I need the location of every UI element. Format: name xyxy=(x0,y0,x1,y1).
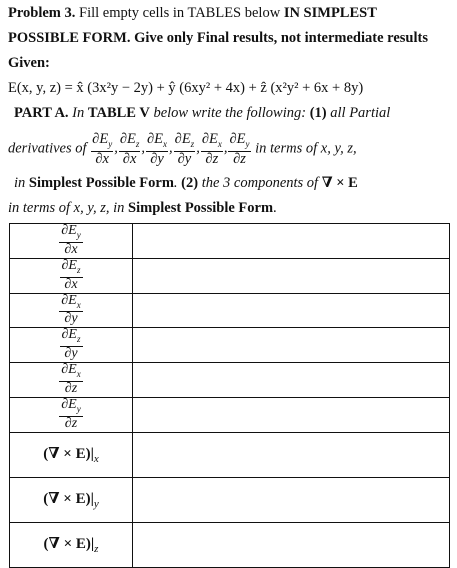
table-name: TABLE V xyxy=(87,105,150,121)
partial-symbol: ∂ xyxy=(64,346,72,362)
row-label-cell xyxy=(10,363,133,398)
partial-symbol: ∂ xyxy=(177,150,185,167)
denominator xyxy=(59,243,82,256)
comma: , xyxy=(196,140,200,157)
inline-derivative-fraction xyxy=(91,132,113,166)
partial-symbol: ∂ xyxy=(229,131,237,147)
inline-derivative-fraction xyxy=(146,132,168,166)
denominator xyxy=(91,152,113,166)
component-subscript: y xyxy=(108,138,113,149)
component-subscript: x xyxy=(163,138,168,149)
answer-cell[interactable] xyxy=(133,522,450,567)
partial-symbol: ∂ xyxy=(64,241,72,257)
partial-symbol: ∂ xyxy=(119,131,127,147)
answer-cell[interactable] xyxy=(133,224,450,259)
row-label-cell xyxy=(10,224,133,259)
denominator xyxy=(201,152,223,166)
item-num-2: (2) xyxy=(181,175,199,191)
variable: y xyxy=(157,150,164,167)
variable: y xyxy=(184,150,192,167)
partial-symbol: ∂ xyxy=(64,380,72,396)
answer-cell[interactable] xyxy=(133,397,450,432)
partial-symbol: ∂ xyxy=(61,292,69,308)
given-equation: E(x, y, z) = x̂ (3x²y − 2y) + ŷ (6xy² + 4x) + ẑ (x²y² + 6x + 8y) xyxy=(8,80,364,96)
field-symbol: E xyxy=(154,131,164,147)
variable: x xyxy=(71,241,78,257)
component-subscript: x xyxy=(217,138,222,149)
part-a-line4 xyxy=(14,174,358,192)
partial-symbol: ∂ xyxy=(150,150,158,167)
denominator xyxy=(60,347,83,360)
denominator xyxy=(60,278,83,291)
table-derivative-fraction xyxy=(60,328,83,360)
curl-label-cell xyxy=(10,432,133,477)
line4-b: Simplest Possible Form xyxy=(28,175,174,191)
variable: y xyxy=(71,346,78,362)
part-a-label: PART A. xyxy=(14,105,69,121)
component-subscript: y xyxy=(76,403,81,414)
answer-cell[interactable] xyxy=(133,293,450,328)
component-subscript: z xyxy=(76,334,81,345)
comma: , xyxy=(169,140,173,157)
field-symbol: E xyxy=(236,131,246,147)
line5-b: Simplest Possible Form xyxy=(128,200,274,216)
partial-symbol: ∂ xyxy=(201,131,209,147)
table-v xyxy=(9,223,450,568)
inline-derivative-fraction xyxy=(174,132,196,166)
curl-component: y xyxy=(93,498,99,511)
table-row xyxy=(10,328,450,363)
numerator xyxy=(174,132,196,152)
partial-symbol: ∂ xyxy=(61,257,69,273)
line4-a: in xyxy=(14,175,29,191)
problem-header xyxy=(8,4,377,22)
curl-label xyxy=(43,536,99,556)
part-a-text3: all Partial xyxy=(326,105,391,121)
denominator xyxy=(146,152,168,166)
row-label-cell xyxy=(10,397,133,432)
item-num-1: (1) xyxy=(309,105,327,121)
table-row xyxy=(10,522,450,567)
answer-cell[interactable] xyxy=(133,432,450,477)
component-subscript: x xyxy=(76,299,81,310)
partial-symbol: ∂ xyxy=(61,362,69,378)
curl-label-cell xyxy=(10,477,133,522)
line5-a: in terms of x, y, z, in xyxy=(8,200,129,216)
table-derivative-fraction xyxy=(59,363,82,395)
part-a-line xyxy=(14,104,390,122)
answer-cell[interactable] xyxy=(133,477,450,522)
line4-c: . xyxy=(173,175,182,191)
row-label-cell xyxy=(10,328,133,363)
comma: , xyxy=(223,140,228,157)
table-derivative-fraction xyxy=(59,398,82,430)
comma: , xyxy=(141,140,145,157)
curl-label-cell xyxy=(10,522,133,567)
problem-label: Problem 3. xyxy=(8,5,76,21)
line5-c: . xyxy=(273,200,277,216)
partial-symbol: ∂ xyxy=(92,131,100,147)
problem-line2: POSSIBLE FORM. Give only Final results, not intermediate results xyxy=(8,30,428,46)
field-symbol: E xyxy=(68,396,77,412)
numerator xyxy=(228,132,250,152)
answer-cell[interactable] xyxy=(133,363,450,398)
partial-symbol: ∂ xyxy=(146,131,155,147)
denominator xyxy=(228,152,250,166)
numerator xyxy=(59,363,82,382)
curl-expression: (∇ × E)| xyxy=(43,446,94,463)
line4-d: the 3 components of xyxy=(198,175,322,191)
denominator xyxy=(59,312,82,325)
variable: x xyxy=(71,276,78,292)
comma: , xyxy=(114,140,118,157)
field-symbol: E xyxy=(68,223,77,238)
problem-emph: IN SIMPLEST xyxy=(283,5,377,21)
numerator xyxy=(60,259,83,278)
partial-symbol: ∂ xyxy=(61,327,69,343)
curl-label xyxy=(43,491,99,511)
curl-expression: (∇ × E)| xyxy=(43,491,94,508)
curl-component: x xyxy=(93,453,99,466)
partial-symbol: ∂ xyxy=(64,276,72,292)
variable: x xyxy=(129,150,137,167)
component-subscript: z xyxy=(76,264,81,275)
partial-symbol: ∂ xyxy=(122,150,130,167)
table-derivative-fraction xyxy=(59,294,82,326)
curl-component: z xyxy=(94,543,99,556)
numerator xyxy=(91,132,113,152)
numerator xyxy=(146,132,168,152)
variable: z xyxy=(240,150,246,167)
field-symbol: E xyxy=(126,131,136,147)
partial-symbol: ∂ xyxy=(64,311,72,327)
partial-symbol: ∂ xyxy=(205,150,213,167)
table-row xyxy=(10,397,450,432)
partial-symbol: ∂ xyxy=(95,150,103,167)
part-a-line5 xyxy=(8,199,277,217)
variable: z xyxy=(212,150,219,167)
numerator xyxy=(59,398,82,417)
answer-cell[interactable] xyxy=(133,328,450,363)
deriv-prefix: derivatives of xyxy=(8,140,87,157)
variable: z xyxy=(71,380,78,396)
table-row xyxy=(10,477,450,522)
table-row xyxy=(10,258,450,293)
table-row xyxy=(10,432,450,477)
component-subscript: y xyxy=(245,138,250,149)
partial-symbol: ∂ xyxy=(64,415,72,431)
row-label-cell xyxy=(10,293,133,328)
numerator xyxy=(60,328,83,347)
component-subscript: z xyxy=(135,138,140,149)
table-row xyxy=(10,293,450,328)
table-derivative-fraction xyxy=(60,259,83,291)
numerator xyxy=(119,132,141,152)
inline-derivative-fraction xyxy=(119,132,141,166)
variable: y xyxy=(71,311,78,327)
numerator xyxy=(59,294,82,313)
inline-derivative-fraction xyxy=(228,132,250,166)
field-symbol: E xyxy=(68,257,77,273)
component-subscript: y xyxy=(76,229,81,240)
denominator xyxy=(59,382,82,395)
table-derivative-fraction xyxy=(59,224,82,256)
answer-cell[interactable] xyxy=(133,258,450,293)
component-subscript: x xyxy=(76,368,81,379)
field-symbol: E xyxy=(208,131,218,147)
variable: x xyxy=(102,150,109,167)
partial-symbol: ∂ xyxy=(61,223,69,238)
denominator xyxy=(119,152,141,166)
partial-symbol: ∂ xyxy=(233,150,241,167)
curl-expression: (∇ × E)| xyxy=(43,536,95,553)
line4-e: ∇ × E xyxy=(321,175,358,191)
component-subscript: z xyxy=(190,138,195,149)
given-label: Given: xyxy=(8,55,50,71)
inline-derivative-list xyxy=(90,131,251,167)
curl-label xyxy=(43,446,99,466)
row-label-cell xyxy=(10,258,133,293)
derivative-list-line xyxy=(8,132,357,166)
partial-symbol: ∂ xyxy=(174,131,182,147)
part-a-text2: below write the following: xyxy=(149,105,310,121)
partial-symbol: ∂ xyxy=(61,396,69,412)
field-symbol: E xyxy=(68,362,77,378)
denominator xyxy=(174,152,196,166)
field-symbol: E xyxy=(68,292,77,308)
numerator xyxy=(59,224,82,243)
problem-intro: Fill empty cells in TABLES below xyxy=(75,5,284,21)
variable: z xyxy=(71,415,78,431)
table-row xyxy=(10,224,450,259)
numerator xyxy=(201,132,223,152)
deriv-suffix: in terms of x, y, z, xyxy=(255,140,357,157)
table-row xyxy=(10,363,450,398)
inline-derivative-fraction xyxy=(201,132,223,166)
field-symbol: E xyxy=(99,131,109,147)
field-symbol: E xyxy=(68,327,77,343)
field-symbol: E xyxy=(181,131,191,147)
part-a-text1: In xyxy=(68,105,88,121)
denominator xyxy=(59,417,82,430)
